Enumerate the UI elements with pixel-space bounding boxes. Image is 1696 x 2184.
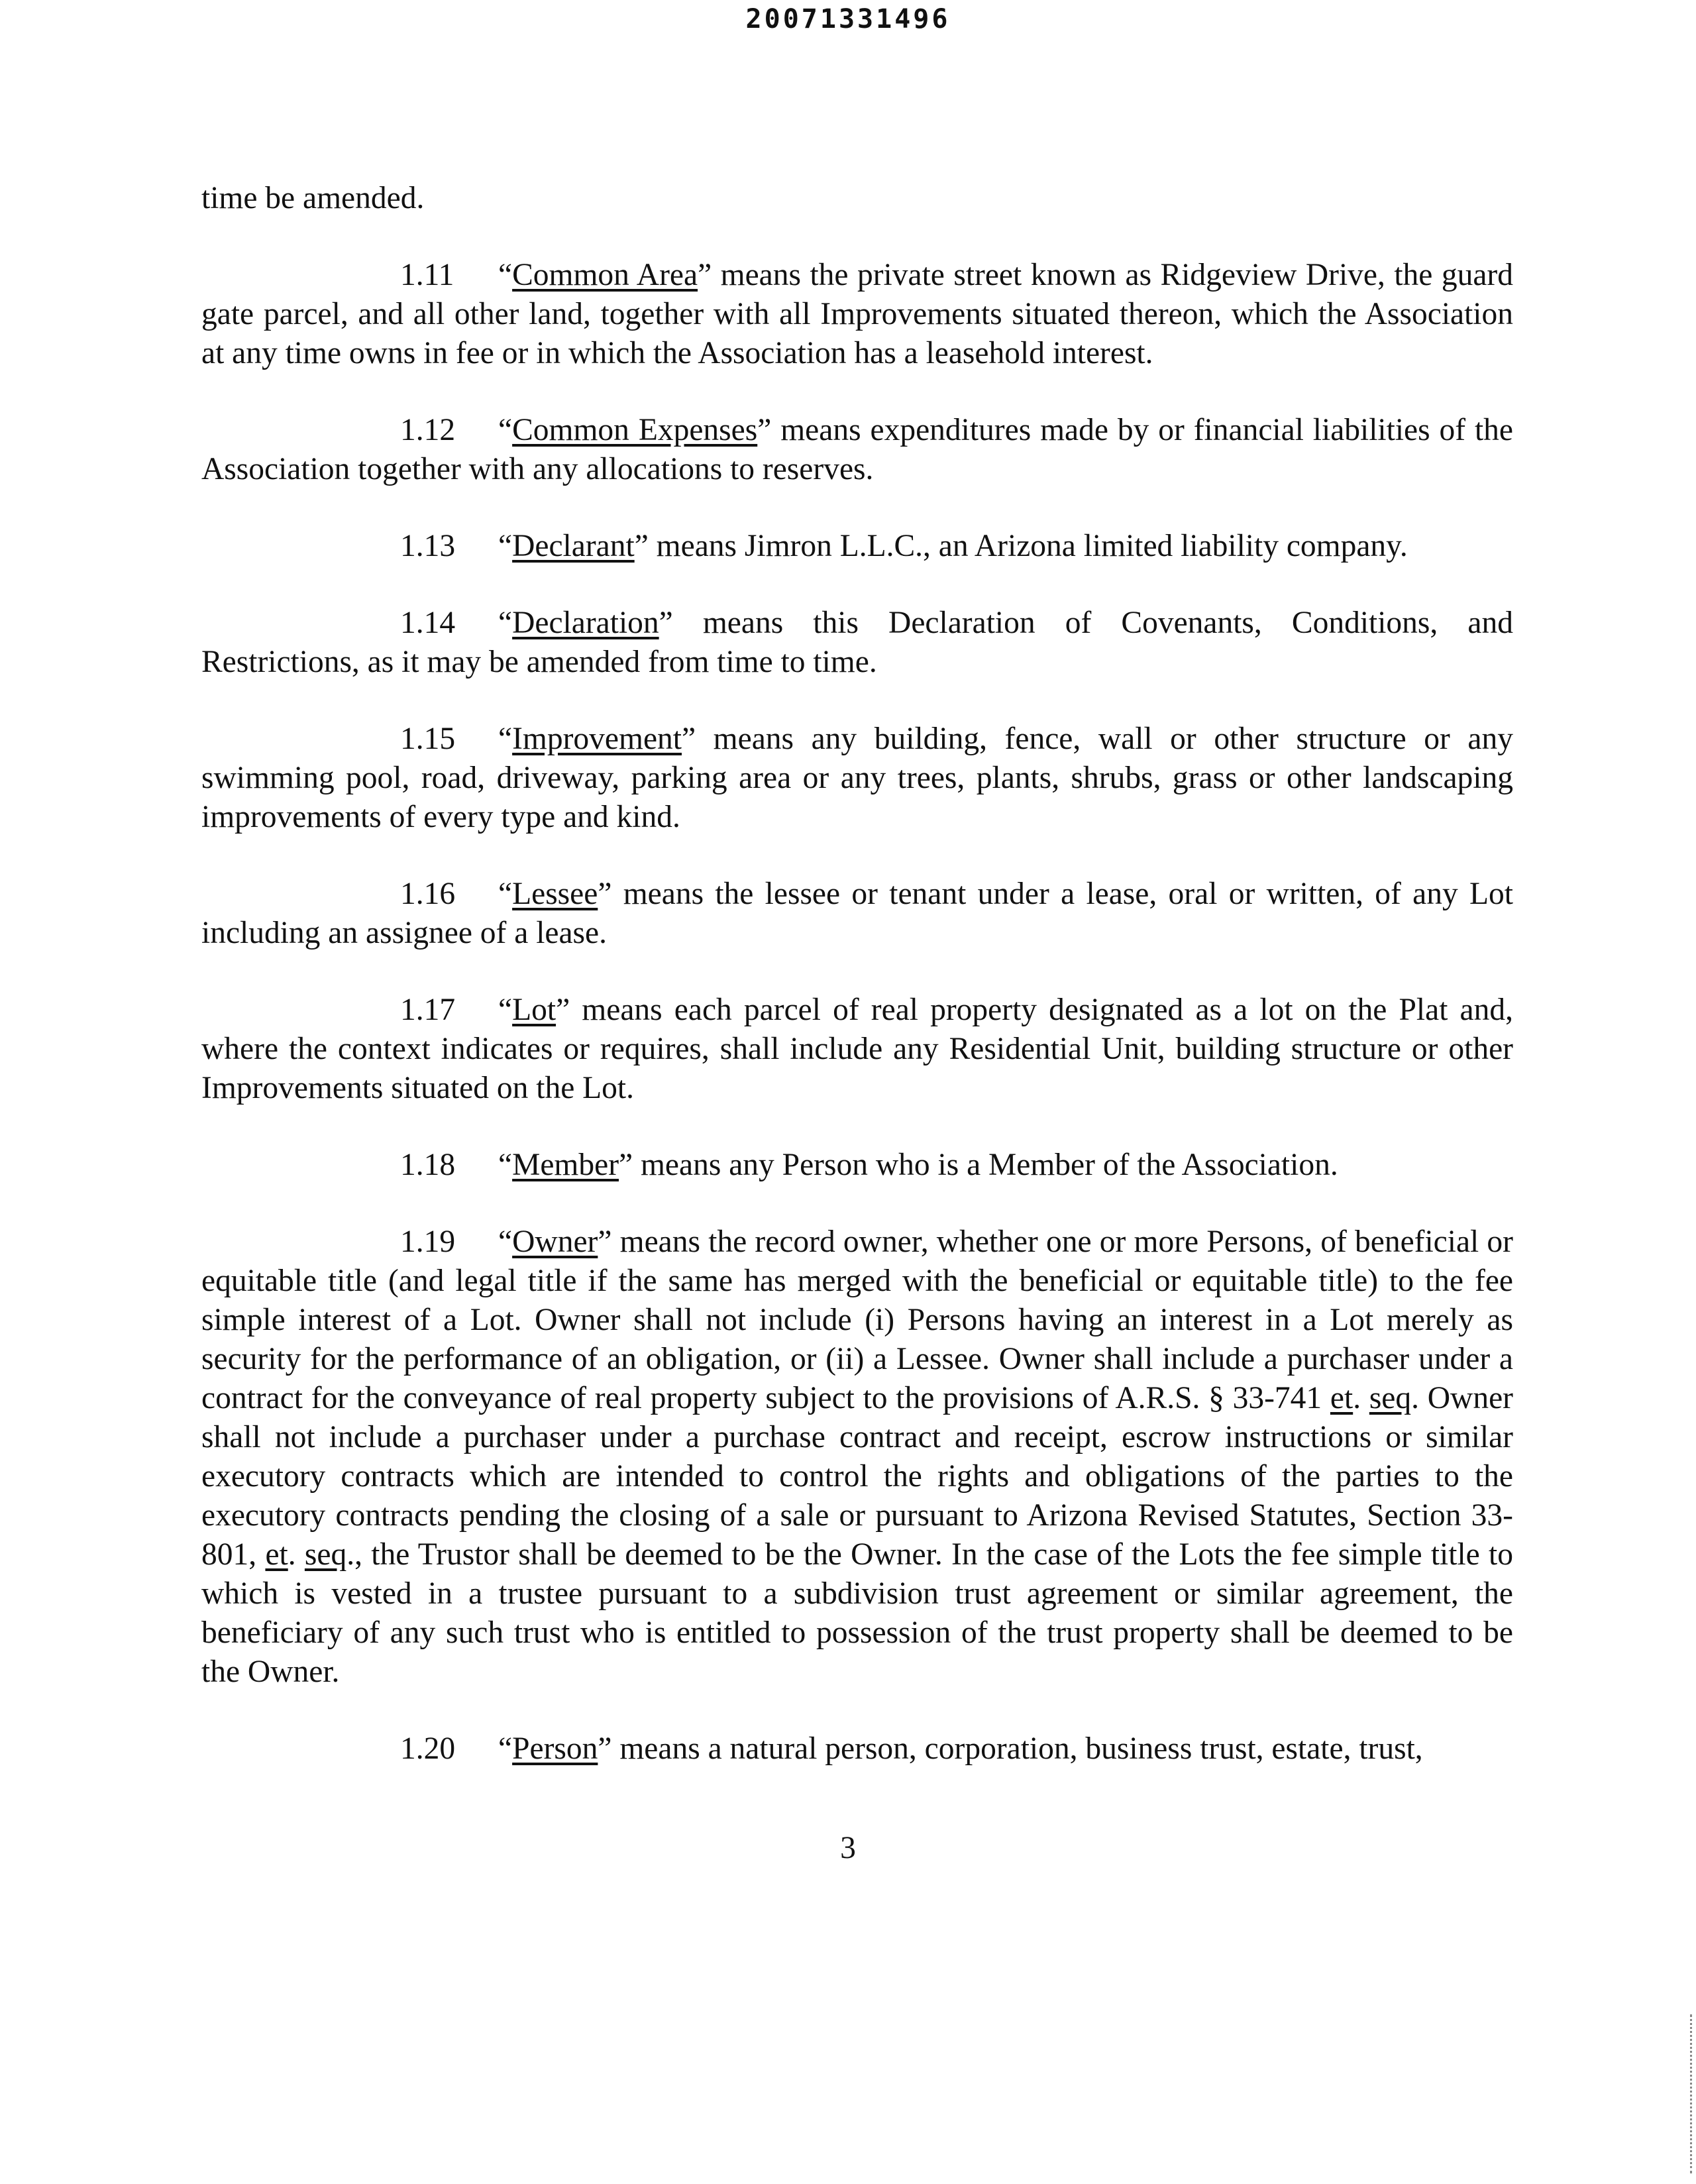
definition-1-18: 1.18 “Member” means any Person who is a Member of the Association. [201, 1146, 1513, 1185]
section-number: 1.19 [400, 1225, 456, 1259]
definition-1-14: 1.14 “Declaration” means this Declaration of Covenants, Conditions, and Restrictions, as it may be amended from time to time. [201, 604, 1513, 682]
defined-term: Common Area [512, 258, 698, 292]
latin-seq: seq [1369, 1381, 1412, 1415]
punctuation: . [1353, 1381, 1369, 1415]
defined-term: Lot [512, 993, 556, 1027]
section-number: 1.13 [400, 529, 456, 563]
definition-text: ” means any building, fence, wall or other structure or any swimming pool, road, driveway, parking area or any trees, plants, shrubs, grass or other landscaping improvements of every type and kind. [201, 722, 1513, 834]
page-number: 3 [840, 1831, 856, 1865]
definition-1-17: 1.17 “Lot” means each parcel of real property designated as a lot on the Plat and, where the context indicates or requires, shall include any Residential Unit, building structure or other Improvements situated on the Lot. [201, 991, 1513, 1108]
definition-text: ” means the lessee or tenant under a lease, oral or written, of any Lot including an assignee of a lease. [201, 877, 1513, 950]
defined-term: Common Expenses [512, 413, 758, 447]
defined-term: Lessee [512, 877, 598, 911]
definition-1-16: 1.16 “Lessee” means the lessee or tenant under a lease, oral or written, of any Lot including an assignee of a lease. [201, 875, 1513, 953]
defined-term: Owner [512, 1225, 598, 1259]
definition-1-11: 1.11 “Common Area” means the private street known as Ridgeview Drive, the guard gate parcel, and all other land, together with all Improvements situated thereon, which the Association at any time owns in fee or in which the Association has a leasehold interest. [201, 256, 1513, 373]
section-number: 1.17 [400, 993, 456, 1027]
definition-1-19: 1.19 “Owner” means the record owner, whether one or more Persons, of beneficial or equitable title (and legal title if the same has merged with the beneficial or equitable title) to the fee simple interest of a Lot. Owner shall not include (i) Persons having an interest in a Lot merely as security for the performance of an obligation, or (ii) a Lessee. Owner shall include a purchaser under a contract for the conveyance of real property subject to the provisions of A.R.S. § 33-741 et. seq. Owner shall not include a purchaser under a purchase contract and receipt, escrow instructions or similar executory contracts which are intended to control the rights and obligations of the parties to the executory contracts pending the closing of a sale or pursuant to Arizona Revised Statutes, Section 33-801, et. seq., the Trustor shall be deemed to be the Owner. In the case of the Lots the fee simple title to which is vested in a trustee pursuant to a subdivision trust agreement or similar agreement, the beneficiary of any such trust who is entitled to possession of the trust property shall be deemed to be the Owner. [201, 1223, 1513, 1692]
section-number: 1.18 [400, 1148, 456, 1182]
section-number: 1.20 [400, 1731, 456, 1766]
definition-text: ” means the private street known as Ridgeview Drive, the guard gate parcel, and all other land, together with all Improvements situated thereon, which the Association at any time owns in fee or in which the Association has a leasehold interest. [201, 258, 1513, 370]
defined-term: Declaration [512, 606, 659, 640]
section-number: 1.12 [400, 413, 456, 447]
definition-1-13: 1.13 “Declarant” means Jimron L.L.C., an Arizona limited liability company. [201, 527, 1513, 566]
definition-text: ” means any Person who is a Member of the Association. [619, 1148, 1338, 1182]
latin-et: et [265, 1537, 288, 1572]
section-number: 1.11 [400, 258, 454, 292]
definition-text: ” means a natural person, corporation, business trust, estate, trust, [598, 1731, 1423, 1766]
latin-seq: seq [304, 1537, 347, 1572]
definition-text-part-1: ” means the record owner, whether one or more Persons, of beneficial or equitable title (and legal title if the same has merged with the beneficial or equitable title) to the fee simple interest of a Lot. Owner shall not include (i) Persons having an interest in a Lot merely as security for the performance of an obligation, or (ii) a Lessee. Owner shall include a purchaser under a contract for the conveyance of real property subject to the provisions of A.R.S. § 33-741 [201, 1225, 1513, 1415]
section-number: 1.14 [400, 606, 456, 640]
defined-term: Improvement [512, 722, 682, 756]
definition-text: ” means this Declaration of Covenants, Conditions, and Restrictions, as it may be amended from time to time. [201, 606, 1513, 679]
definition-1-12: 1.12 “Common Expenses” means expenditures made by or financial liabilities of the Association together with any allocations to reserves. [201, 411, 1513, 489]
intro-paragraph: time be amended. [201, 181, 425, 215]
document-body [201, 179, 1513, 1806]
definition-text-part-2: . Owner shall not include a purchaser under a purchase contract and receipt, escrow instructions or similar executory contracts which are intended to control the rights and obligations of the parties to the executory contracts pending the closing of a sale or pursuant to Arizona Revised Statutes, Section 33-801, [201, 1381, 1514, 1572]
definition-text: ” means Jimron L.L.C., an Arizona limited liability company. [634, 529, 1408, 563]
definition-text-part-3: ., the Trustor shall be deemed to be the Owner. In the case of the Lots the fee simple title to which is vested in a trustee pursuant to a subdivision trust agreement or similar agreement, the beneficiary of any such trust who is entitled to possession of the trust property shall be deemed to be the Owner. [201, 1537, 1513, 1689]
definition-text: ” means expenditures made by or financial liabilities of the Association together with any allocations to reserves. [201, 413, 1513, 486]
section-number: 1.15 [400, 722, 456, 756]
section-number: 1.16 [400, 877, 456, 911]
latin-et: et [1330, 1381, 1353, 1415]
definition-text: ” means each parcel of real property designated as a lot on the Plat and, where the context indicates or requires, shall include any Residential Unit, building structure or other Improvements situated on the Lot. [201, 993, 1513, 1105]
scan-edge-marks [1685, 2014, 1692, 2173]
punctuation: . [288, 1537, 305, 1572]
definition-1-15: 1.15 “Improvement” means any building, fence, wall or other structure or any swimming pool, road, driveway, parking area or any trees, plants, shrubs, grass or other landscaping improvements of every type and kind. [201, 720, 1513, 837]
defined-term: Member [512, 1148, 619, 1182]
document-number: 20071331496 [745, 4, 951, 34]
defined-term: Person [512, 1731, 598, 1766]
defined-term: Declarant [512, 529, 635, 563]
definition-1-20: 1.20 “Person” means a natural person, corporation, business trust, estate, trust, [201, 1729, 1513, 1769]
